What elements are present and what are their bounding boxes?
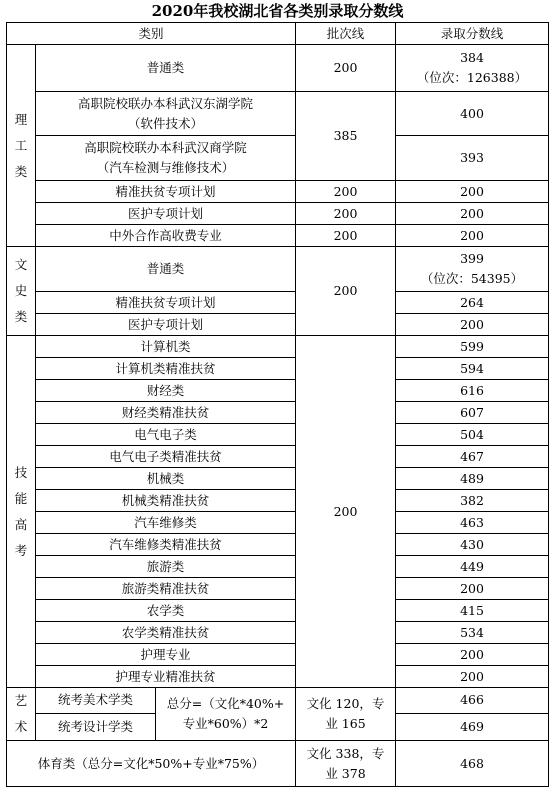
table-row: [7, 600, 549, 622]
table-row: [7, 380, 549, 402]
table-row: [7, 556, 549, 578]
table-row: [7, 45, 549, 92]
table-row: [7, 181, 549, 203]
score: 382: [396, 490, 549, 512]
score: 393: [396, 136, 549, 181]
category-name: 计算机类: [36, 336, 296, 358]
category-name: 普通类: [36, 247, 296, 292]
score: 200: [396, 578, 549, 600]
category-name: 汽车维修类: [36, 512, 296, 534]
score: 415: [396, 600, 549, 622]
category-name: 汽车维修类精准扶贫: [36, 534, 296, 556]
category-name: 统考美术学类: [36, 688, 156, 714]
batch-line: 200: [296, 336, 396, 688]
table-row: [7, 578, 549, 600]
rank: （位次：54395）: [420, 271, 524, 286]
score: 469: [396, 713, 549, 740]
group-label-yishu: 艺 术: [7, 688, 36, 741]
table-row: [7, 292, 549, 314]
batch-line: 200: [296, 225, 396, 247]
table-row: [7, 512, 549, 534]
category-name: 医护专项计划: [36, 203, 296, 225]
header-admission-score: 录取分数线: [396, 23, 549, 45]
category-name: 财经类精准扶贫: [36, 402, 296, 424]
category-name: 护理专业精准扶贫: [36, 666, 296, 688]
category-name: 农学类精准扶贫: [36, 622, 296, 644]
art-formula: 总分=（文化*40%+ 专业*60%）*2: [156, 688, 296, 741]
score: 449: [396, 556, 549, 578]
score: 200: [396, 225, 549, 247]
score: 599: [396, 336, 549, 358]
batch-line: 文化 338，专 业 378: [296, 741, 396, 787]
score: 463: [396, 512, 549, 534]
category-name: 农学类: [36, 600, 296, 622]
category-name: 统考设计学类: [36, 713, 156, 740]
score: 264: [396, 292, 549, 314]
category-name: 电气电子类: [36, 424, 296, 446]
table-row: [7, 741, 549, 787]
category-name: 医护专项计划: [36, 314, 296, 336]
score: 466: [396, 688, 549, 714]
batch-line: 200: [296, 45, 396, 92]
batch-line: 200: [296, 203, 396, 225]
category-name: 旅游类精准扶贫: [36, 578, 296, 600]
table-row: [7, 225, 549, 247]
category-name: 高职院校联办本科武汉东湖学院 （软件技术）: [36, 92, 296, 136]
score: 467: [396, 446, 549, 468]
group-label-ligong: 理 工 类: [7, 45, 36, 247]
score-cell: [396, 247, 549, 292]
table-row: [7, 534, 549, 556]
category-name: 普通类: [36, 45, 296, 92]
table-row: [7, 468, 549, 490]
table-row: [7, 446, 549, 468]
table-row: [7, 622, 549, 644]
score: 384: [460, 50, 484, 65]
score: 534: [396, 622, 549, 644]
batch-line: 文化 120，专 业 165: [296, 688, 396, 741]
score: 200: [396, 314, 549, 336]
score: 400: [396, 92, 549, 136]
score: 200: [396, 644, 549, 666]
table-header-row: [7, 23, 549, 45]
table-row: [7, 644, 549, 666]
table-row: [7, 136, 549, 181]
group-label-jineng: 技 能 高 考: [7, 336, 36, 688]
table-row: [7, 314, 549, 336]
header-batch-line: 批次线: [296, 23, 396, 45]
score: 200: [396, 666, 549, 688]
category-name: 计算机类精准扶贫: [36, 358, 296, 380]
score-cell: [396, 45, 549, 92]
category-name: 精准扶贫专项计划: [36, 292, 296, 314]
score: 430: [396, 534, 549, 556]
table-row: [7, 490, 549, 512]
table-row: [7, 358, 549, 380]
score: 468: [396, 741, 549, 787]
table-row: [7, 666, 549, 688]
score: 594: [396, 358, 549, 380]
score: 616: [396, 380, 549, 402]
batch-line: 385: [296, 92, 396, 181]
table-row: [7, 203, 549, 225]
table-row: [7, 247, 549, 292]
category-name: 机械类精准扶贫: [36, 490, 296, 512]
category-name: 电气电子类精准扶贫: [36, 446, 296, 468]
score: 504: [396, 424, 549, 446]
group-label-wenshi: 文 史 类: [7, 247, 36, 336]
score: 607: [396, 402, 549, 424]
page-title: 2020年我校湖北省各类别录取分数线: [151, 2, 404, 20]
category-name: 护理专业: [36, 644, 296, 666]
score: 200: [396, 203, 549, 225]
category-name: 中外合作高收费专业: [36, 225, 296, 247]
category-name: 财经类: [36, 380, 296, 402]
category-name: 体育类（总分=文化*50%+专业*75%）: [7, 741, 296, 787]
table-row: [7, 92, 549, 136]
category-name: 精准扶贫专项计划: [36, 181, 296, 203]
table-row: [7, 424, 549, 446]
category-name: 旅游类: [36, 556, 296, 578]
score: 200: [396, 181, 549, 203]
batch-line: 200: [296, 181, 396, 203]
score: 399: [460, 251, 484, 266]
table-row: [7, 402, 549, 424]
category-name: 机械类: [36, 468, 296, 490]
rank: （位次：126388）: [416, 70, 528, 85]
category-name: 高职院校联办本科武汉商学院 （汽车检测与维修技术）: [36, 136, 296, 181]
admission-score-table: [6, 22, 549, 787]
batch-line: 200: [296, 247, 396, 336]
table-row: [7, 336, 549, 358]
header-category: 类别: [7, 23, 296, 45]
table-row: [7, 688, 549, 714]
score: 489: [396, 468, 549, 490]
